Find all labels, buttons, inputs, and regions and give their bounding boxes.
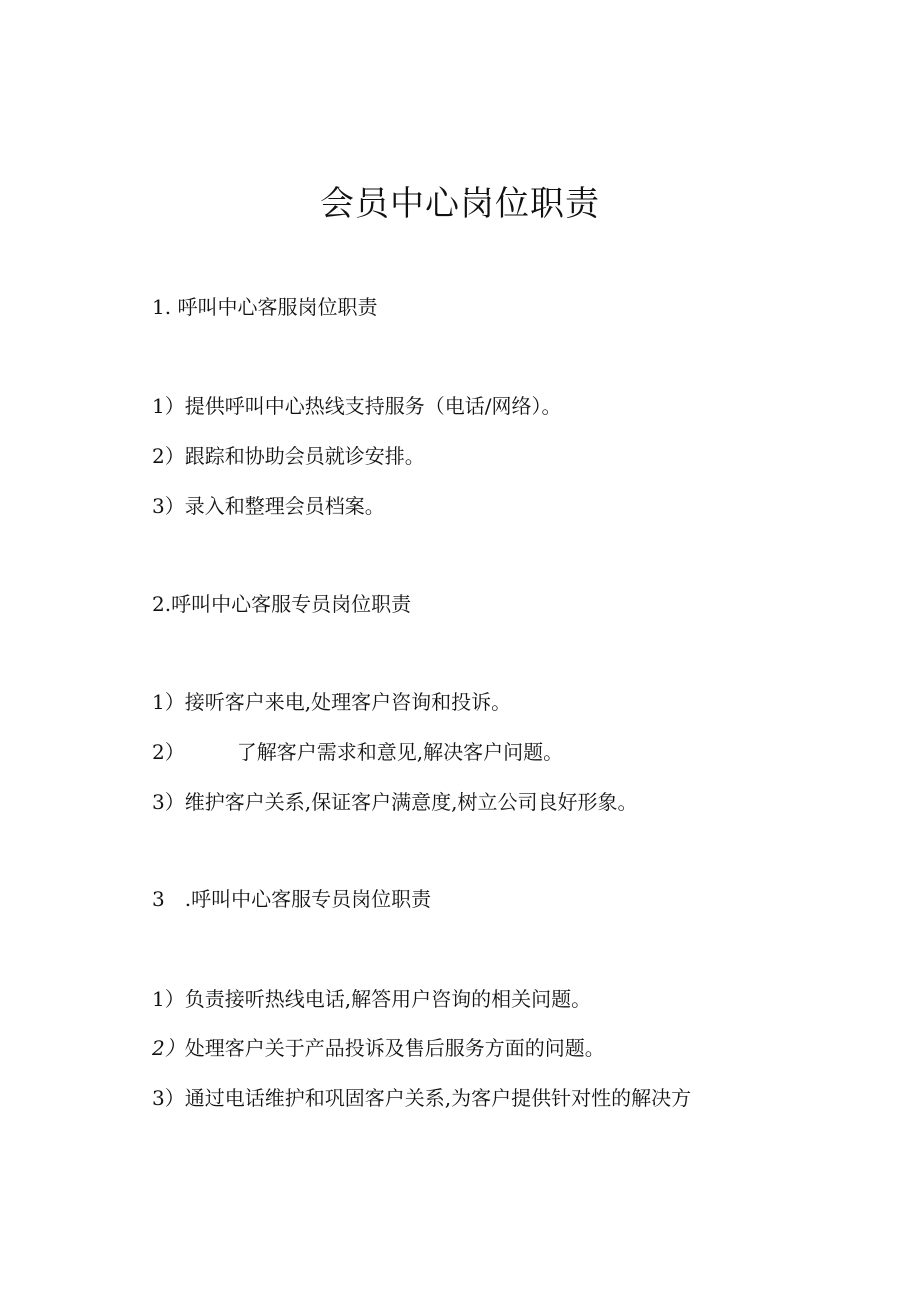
item-text: 录入和整理会员档案。 xyxy=(184,494,385,518)
item-text: 通过电话维护和巩固客户关系,为客户提供针对性的解决方 xyxy=(184,1086,692,1110)
item-number: 1） xyxy=(152,690,185,714)
section-1-item-3 xyxy=(152,492,385,520)
item-number: 2） xyxy=(152,444,185,468)
section-3-item-2 xyxy=(152,1034,605,1062)
section-1-item-2 xyxy=(152,442,425,470)
item-text: 处理客户关于产品投诉及售后服务方面的问题。 xyxy=(184,1036,605,1060)
item-number: 3） xyxy=(152,1086,185,1110)
section-3-item-3 xyxy=(152,1084,691,1112)
section-2-item-3 xyxy=(152,788,637,816)
document-title: 会员中心岗位职责 xyxy=(320,184,600,224)
section-1-heading: 1. 呼叫中心客服岗位职责 xyxy=(152,295,378,319)
item-number: 1） xyxy=(152,987,185,1011)
item-text: 维护客户关系,保证客户满意度,树立公司良好形象。 xyxy=(184,790,638,814)
section-1-item-1 xyxy=(152,392,561,420)
item-number: 3） xyxy=(152,790,185,814)
item-text: 跟踪和协助会员就诊安排。 xyxy=(184,444,425,468)
section-2-item-1 xyxy=(152,688,511,716)
section-3-item-1 xyxy=(152,985,591,1013)
section-2-item-2 xyxy=(152,738,563,766)
item-text: 了解客户需求和意见,解决客户问题。 xyxy=(236,740,564,764)
item-number: 2） xyxy=(152,1036,185,1060)
section-3-heading: 3 .呼叫中心客服专员岗位职责 xyxy=(152,887,432,911)
section-2-heading: 2.呼叫中心客服专员岗位职责 xyxy=(152,592,412,616)
item-number: 3） xyxy=(152,494,185,518)
item-text: 提供呼叫中心热线支持服务（电话/网络）。 xyxy=(184,394,562,418)
item-text: 接听客户来电,处理客户咨询和投诉。 xyxy=(184,690,512,714)
item-number: 1） xyxy=(152,394,185,418)
item-number: 2） xyxy=(152,740,185,764)
item-text: 负责接听热线电话,解答用户咨询的相关问题。 xyxy=(184,987,592,1011)
